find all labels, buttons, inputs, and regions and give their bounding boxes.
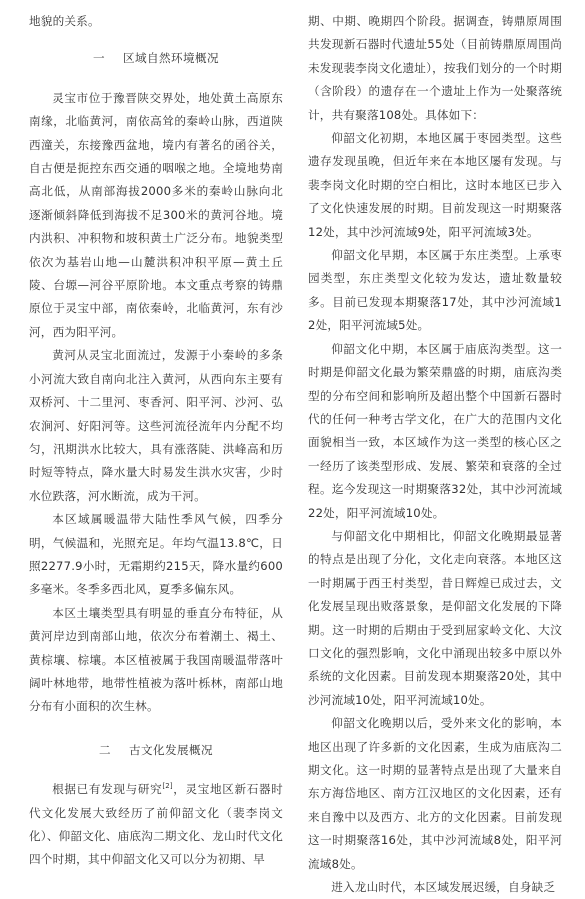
text-run: 根据已有发现与研究 bbox=[52, 782, 163, 797]
paragraph-continuation: 地貌的关系。 bbox=[29, 14, 100, 28]
section-heading-ancient-culture bbox=[29, 739, 283, 762]
paragraph-location: 灵宝市位于豫晋陕交界处，地处黄土高原东南缘，北临黄河，南依高耸的秦岭山脉，西道陕西潼关，东接豫西盆地，境内有著名的函谷关，自古便是扼控东西交通的咽喉之地。全境地势南高北低，从南部海拔2000多米的秦岭山脉向北逐渐倾斜降低到海拔不足300米的黄河谷地。境内洪积、冲积物和坡积黄土广泛分布。地貌类型依次为基岩山地—山麓洪积冲积平原—黄土丘陵、台塬—河谷平原阶地。本文重点考察的铸鼎原位于灵宝中部，南依秦岭，北临黄河，东有沙河，西为阳平河。 bbox=[29, 90, 283, 339]
citation-reference: [2] bbox=[162, 782, 173, 791]
paragraph-yangshao-initial: 仰韶文化初期，本地区属于枣园类型。这些遗存发现虽晚，但近年来在本地区屡有发现。与裴李岗文化时期的空白相比，这时本地区已步入了文化快速发展的时期。目前发现这一时期聚落12处，其中沙河流域9处，阳平河流域3处。 bbox=[308, 131, 562, 239]
paragraph-miaodigou-ii: 仰韶文化晚期以后，受外来文化的影响，本地区出现了许多新的文化因素，生成为庙底沟二期文化。这一时期的显著特点是出现了大量来自东方海岱地区、南方江汉地区的文化因素，还有来自豫中以及西方、北方的文化因素。目前发现这一时期聚落16处，其中沙河流域8处，阳平河流域8处。 bbox=[308, 716, 562, 871]
text-run: ，灵宝地区新石器时代文化发展大致经历了前仰韶文化（裴李岗文化）、仰韶文化、庙底沟二期文化、龙山时代文化四个时期，其中仰韶文化又可以分为初期、早 bbox=[29, 782, 283, 867]
section-heading-natural-environment bbox=[29, 47, 283, 70]
paragraph-rivers: 黄河从灵宝北面流过，发源于小秦岭的多条小河流大致自南向北注入黄河，从西向东主要有双桥河、十二里河、枣香河、阳平河、沙河、弘农涧河、好阳河等。这些河流径流年内分配不均匀，汛期洪水比较大，具有涨落陡、洪峰高和历时短等特点，降水量大时易发生洪水灾害，少时水位跌落，河水断流，成为干河。 bbox=[29, 348, 283, 503]
section-title: 古文化发展概况 bbox=[129, 742, 213, 757]
paragraph-yangshao-late: 与仰韶文化中期相比，仰韶文化晚期最显著的特点是出现了分化，文化走向衰落。本地区这一时期属于西王村类型，昔日辉煌已成过去，文化发展呈现出败落景象，是仰韶文化发展的下降期。这一时期的后期由于受到屈家岭文化、大汶口文化的强烈影响，文化中涌现出较多中原以外系统的文化因素。目前发现本期聚落20处，其中沙河流域10处，阳平河流域10处。 bbox=[308, 528, 562, 707]
paragraph-yangshao-middle: 仰韶文化中期，本区属于庙底沟类型。这一时期是仰韶文化最为繁荣鼎盛的时期，庙底沟类型的分布空间和影响所及超出整个中国新石器时代的任何一种考古学文化，在广大的范围内文化面貌相当一致，本区域作为这一类型的核心区之一经历了该类型形成、发展、繁荣和衰落的全过程。迄今发现这一时期聚落32处，其中沙河流域22处，阳平河流域10处。 bbox=[308, 341, 562, 520]
right-column bbox=[308, 10, 562, 899]
paragraph-continuation: 期、中期、晚期四个阶段。据调查，铸鼎原周围共发现新石器时代遗址55处（目前铸鼎原周围尚未发现裴李岗文化遗址），按我们划分的一个时期（含阶段）的遗存在一个遗址上作为一处聚落统计，共有聚落108处。具体如下： bbox=[308, 14, 562, 122]
paragraph-yangshao-early: 仰韶文化早期，本区属于东庄类型。上承枣园类型，东庄类型文化较为发达，遗址数量较多。目前已发现本期聚落17处，其中沙河流域12处，阳平河流域5处。 bbox=[308, 248, 562, 333]
section-number: 二 bbox=[99, 742, 112, 757]
left-column bbox=[29, 10, 283, 872]
section-number: 一 bbox=[93, 51, 106, 66]
paragraph-climate: 本区域属暖温带大陆性季风气候，四季分明，气候温和，光照充足。年均气温13.8℃，日照2277.9小时，无霜期约215天，降水量约600多毫米。冬季多西北风，夏季多偏东风。 bbox=[29, 512, 283, 597]
section-title: 区域自然环境概况 bbox=[123, 51, 219, 66]
paragraph-soil-vegetation: 本区土壤类型具有明显的垂直分布特征，从黄河岸边到南部山地，依次分布着潮土、褐土、黄棕壤、棕壤。本区植被属于我国南暖温带落叶阔叶林地带，地带性植被为落叶栎林，南部山地分布有小面积的次生林。 bbox=[29, 605, 283, 714]
paragraph-longshan: 进入龙山时代，本区域发展迟缓，自身缺乏 bbox=[331, 880, 556, 895]
